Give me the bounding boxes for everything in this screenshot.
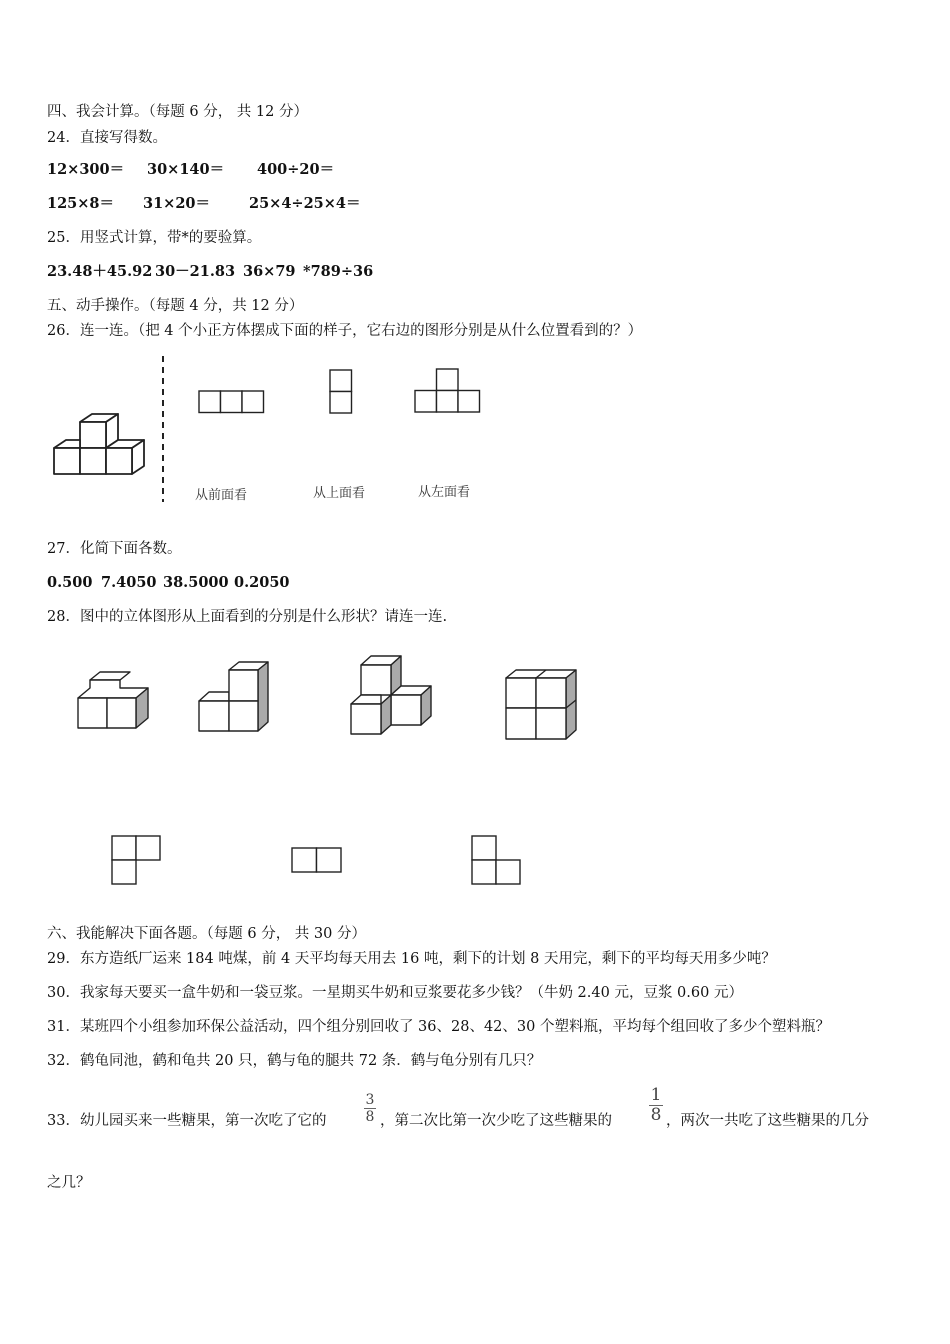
- q26-caption-left: 从左面看: [418, 485, 471, 500]
- section6-heading: 六、我能解决下面各题。（每题 6 分， 共 30 分）: [47, 926, 366, 942]
- q24-item: 31×20＝: [143, 195, 211, 212]
- q27-title: 27．化简下面各数。: [47, 541, 182, 557]
- q24-item: 25×4÷25×4＝: [249, 195, 361, 212]
- q26-caption-front: 从前面看: [195, 488, 248, 503]
- q31-text: 31．某班四个小组参加环保公益活动，四个组分别回收了 36、28、42、30 个塑料瓶，平均每个组回收了多少个塑料瓶？: [47, 1019, 830, 1035]
- q24-item: 400÷20＝: [257, 161, 335, 178]
- q33-part4: 之几？: [47, 1175, 91, 1191]
- q33-part1: 33．幼儿园买来一些糖果，第一次吃了它的: [47, 1113, 327, 1129]
- q27-number: 0.500: [47, 574, 93, 591]
- q33-fraction-1-8: [648, 1087, 664, 1124]
- q26-left-view: [414, 368, 481, 414]
- q29-text: 29．东方造纸厂运来 184 吨煤，前 4 天平均每天用去 16 吨，剩下的计划 8 天用完，剩下的平均每天用多少吨？: [47, 951, 776, 967]
- q28-title: 28．图中的立体图形从上面看到的分别是什么形状？请连一连.: [47, 609, 448, 625]
- section5-heading: 五、动手操作。（每题 4 分，共 12 分）: [47, 298, 304, 314]
- q26-caption-top: 从上面看: [313, 486, 366, 501]
- section4-heading: 四、我会计算。（每题 6 分， 共 12 分）: [47, 104, 308, 120]
- q33-part2: ，第二次比第一次少吃了这些糖果的: [380, 1113, 612, 1129]
- q28-view-two-squares: [291, 847, 343, 874]
- q26-top-view: [329, 369, 353, 414]
- q33-frac1-num: 3: [365, 1092, 375, 1108]
- q27-number: 0.2050: [234, 574, 290, 591]
- q27-numbers: [47, 573, 447, 593]
- q24-item: 125×8＝: [47, 195, 115, 212]
- q28-view-l-shape-right: [111, 835, 163, 887]
- q28-solid-1: [76, 676, 152, 732]
- q26-dashed-divider: [160, 356, 166, 502]
- q30-text: 30．我家每天要买一盒牛奶和一袋豆浆。一星期买牛奶和豆浆要花多少钱？（牛奶 2.40 元，豆浆 0.60 元）: [47, 985, 743, 1001]
- q25-item: 36×79: [243, 263, 296, 280]
- q28-solid-2: [197, 660, 271, 734]
- q32-text: 32．鹤龟同池，鹤和龟共 20 只，鹤与龟的腿共 72 条．鹤与龟分别有几只？: [47, 1053, 542, 1069]
- q33-part3: ，两次一共吃了这些糖果的几分: [666, 1113, 869, 1129]
- q33-line1: [47, 1111, 326, 1131]
- q24-row1: [47, 160, 447, 180]
- q26-cube-figure: [50, 410, 150, 486]
- q24-title: 24．直接写得数。: [47, 130, 167, 146]
- q24-item: 12×300＝: [47, 161, 125, 178]
- q25-row: [47, 262, 447, 282]
- q28-solid-3: [349, 654, 433, 736]
- q25-item: 23.48＋45.92: [47, 263, 153, 280]
- q27-number: 7.4050: [101, 574, 157, 591]
- q24-item: 30×140＝: [147, 161, 225, 178]
- q26-title: 26．连一连。（把 4 个小正方体摆成下面的样子，它右边的图形分别是从什么位置看到的？）: [47, 323, 643, 339]
- q33-frac2-den: 8: [650, 1105, 662, 1125]
- q33-frac1-den: 8: [365, 1109, 375, 1125]
- q25-title: 25．用竖式计算，带*的要验算。: [47, 230, 262, 246]
- q27-number: 38.5000: [163, 574, 229, 591]
- q33-frac2-num: 1: [650, 1085, 662, 1105]
- q28-view-l-shape-bottom: [471, 835, 523, 887]
- q25-item: 30－21.83: [155, 263, 236, 280]
- q24-row2: [47, 194, 447, 214]
- q33-fraction-3-8: [363, 1093, 377, 1124]
- q25-item: *789÷36: [303, 263, 374, 280]
- q26-front-view: [198, 390, 265, 414]
- q28-solid-4: [504, 668, 578, 742]
